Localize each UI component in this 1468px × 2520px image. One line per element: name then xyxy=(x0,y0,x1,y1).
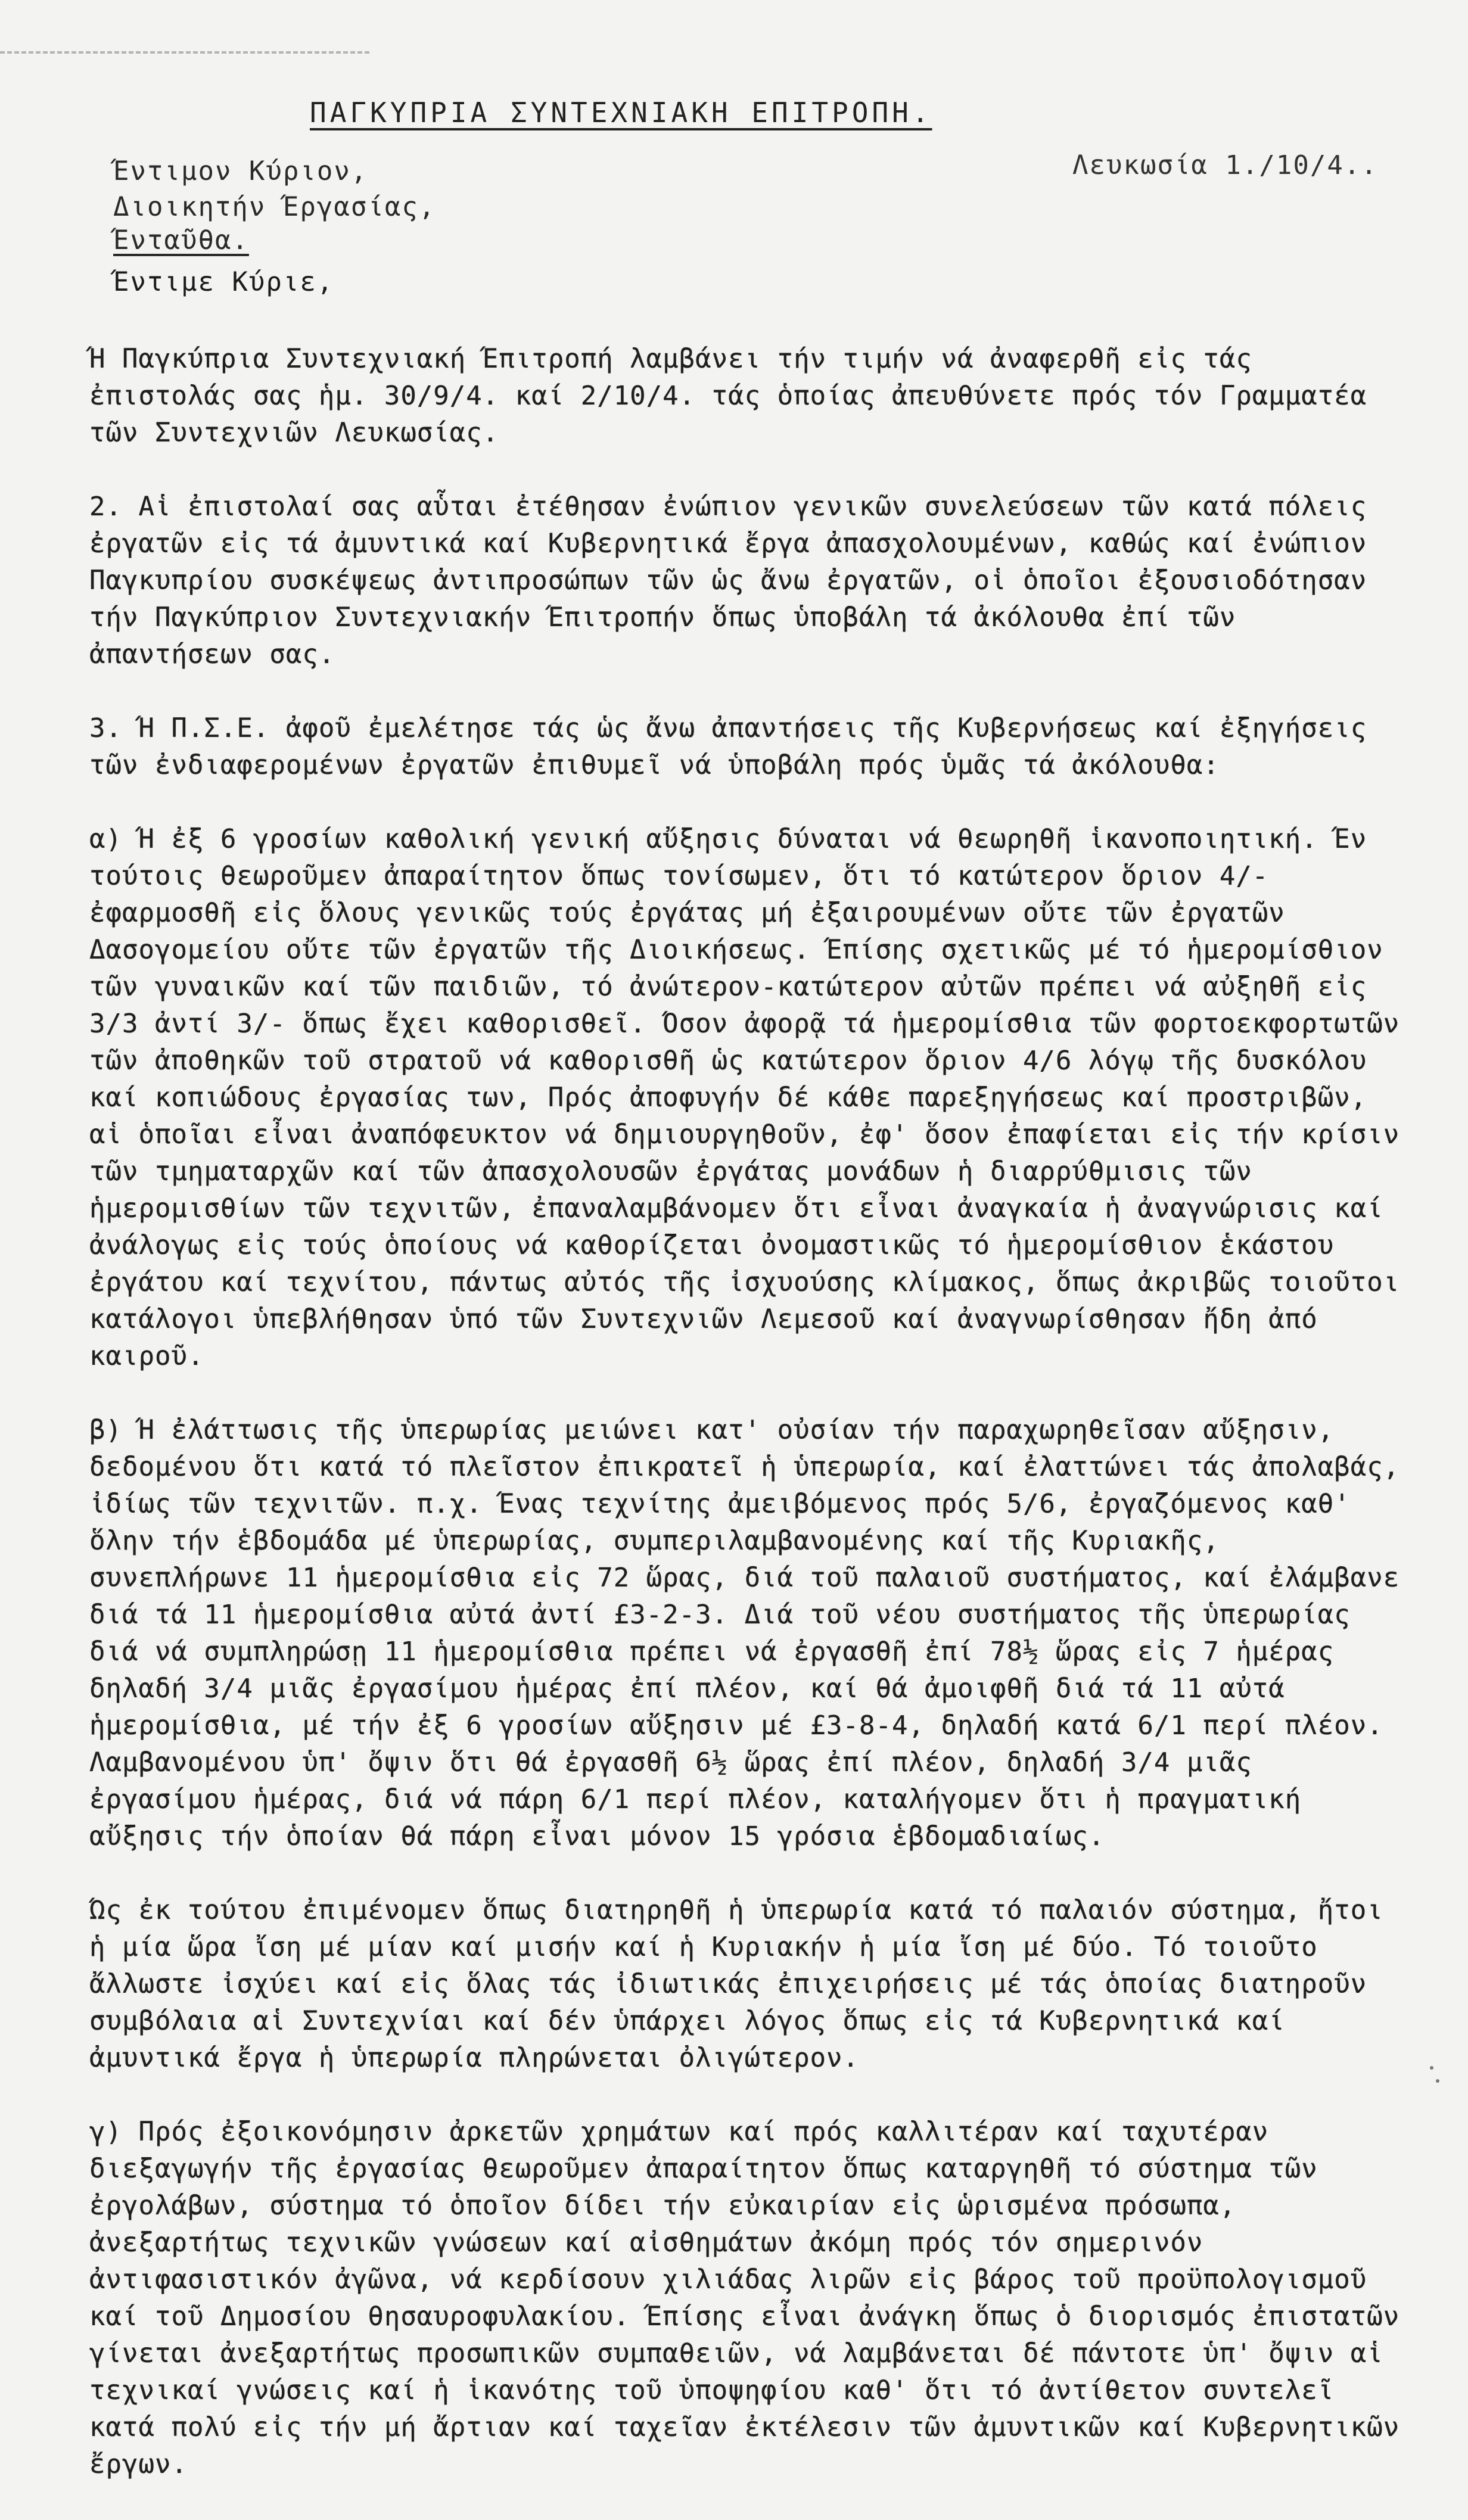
scan-speck xyxy=(1430,2066,1433,2070)
paragraph-2: 2. Αἱ ἐπιστολαί σας αὗται ἐτέθησαν ἐνώπιον γενικῶν συνελεύσεων τῶν κατά πόλεις ἐργατῶν εἰς τά ἀμυντικά καί Κυβερνητικά ἔργα ἀπασχολουμένων, καθώς καί ἐνώπιον Παγκυπρίου συσκέψεως ἀντιπροσώπων τῶν ὡς ἄνω ἐργατῶν, οἱ ὁποῖοι ἐξουσιοδότησαν τήν Παγκύπριον Συντεχνιακήν Έπιτροπήν ὅπως ὑποβάλη τά ἀκόλουθα ἐπί τῶν ἀπαντήσεων σας. xyxy=(89,491,1367,670)
letterhead-title: ΠΑΓΚΥΠΡΙΑ ΣΥΝΤΕΧΝΙΑΚΗ ΕΠΙΤΡΟΠΗ. xyxy=(310,97,932,129)
scan-speck xyxy=(1436,2079,1439,2083)
paragraph-b: β) Ή ἐλάττωσις τῆς ὑπερωρίας μειώνει κατ' οὐσίαν τήν παραχωρηθεῖσαν αὔξησιν, δεδομένου ὅτι κατά τό πλεῖστον ἐπικρατεῖ ἡ ὑπερωρία, καί ἐλαττώνει τάς ἀπολαβάς, ἰδίως τῶν τεχνιτῶν. π.χ. Ένας τεχνίτης ἀμειβόμενος πρός 5/6, ἐργαζόμενος καθ' ὅλην τήν ἑβδομάδα μέ ὑπερωρίας, συμπεριλαμβανομένης καί τῆς Κυριακῆς, συνεπλήρωνε 11 ἡμερομίσθια εἰς 72 ὥρας, διά τοῦ παλαιοῦ συστήματος, καί ἐλάμβανε διά τά 11 ἡμερομίσθια αὐτά ἀντί £3-2-3. Διά τοῦ νέου συστήματος τῆς ὑπερωρίας διά νά συμπληρώσῃ 11 ἡμερομίσθια πρέπει νά ἐργασθῆ ἐπί 78½ ὥρας εἰς 7 ἡμέρας δηλαδή 3/4 μιᾶς ἐργασίμου ἡμέρας ἐπί πλέον, καί θά ἀμοιφθῆ διά τά 11 αὐτά ἡμερομίσθια, μέ τήν ἐξ 6 γροσίων αὔξησιν μέ £3-8-4, δηλαδή κατά 6/1 περί πλέον. Λαμβανομένου ὑπ' ὄψιν ὅτι θά ἐργασθῆ 6½ ὥρας ἐπί πλέον, δηλαδή 3/4 μιᾶς ἐργασίμου ἡμέρας, διά νά πάρη 6/1 περί πλέον, καταλήγομεν ὅτι ἡ πραγματική αὔξησις τήν ὁποίαν θά πάρη εἶναι μόνον 15 γρόσια ἑβδομαδιαίως. xyxy=(89,1415,1400,1852)
salutation: Έντιμε Κύριε, xyxy=(113,267,334,297)
paragraph-b-cont: Ώς ἐκ τούτου ἐπιμένομεν ὅπως διατηρηθῆ ἡ ὑπερωρία κατά τό παλαιόν σύστημα, ἤτοι ἡ μία ὥρα ἴση μέ μίαν καί μισήν καί ἡ Κυριακήν ἡ μία ἴση μέ δύο. Τό τοιοῦτο ἄλλωστε ἰσχύει καί εἰς ὅλας τάς ἰδιωτικάς ἐπιχειρήσεις μέ τάς ὁποίας διατηροῦν συμβόλαια αἱ Συντεχνίαι καί δέν ὑπάρχει λόγος ὅπως εἰς τά Κυβερνητικά καί ἀμυντικά ἔργα ἡ ὑπερωρία πληρώνεται ὀλιγώτερον. xyxy=(89,1895,1383,2073)
paragraph-c: γ) Πρός ἐξοικονόμησιν ἀρκετῶν χρημάτων καί πρός καλλιτέραν καί ταχυτέραν διεξαγωγήν τῆς ἐργασίας θεωροῦμεν ἀπαραίτητον ὅπως καταργηθῆ τό σύστημα τῶν ἐργολάβων, σύστημα τό ὁποῖον δίδει τήν εὐκαιρίαν εἰς ὡρισμένα πρόσωπα, ἀνεξαρτήτως τεχνικῶν γνώσεων καί αἰσθημάτων ἀκόμη πρός τόν σημερινόν ἀντιφασιστικόν ἀγῶνα, νά κερδίσουν χιλιάδας λιρῶν εἰς βάρος τοῦ προϋπολογισμοῦ καί τοῦ Δημοσίου θησαυροφυλακίου. Έπίσης εἶναι ἀνάγκη ὅπως ὁ διορισμός ἐπιστατῶν γίνεται ἀνεξαρτήτως προσωπικῶν συμπαθειῶν, νά λαμβάνεται δέ πάντοτε ὑπ' ὄψιν αἱ τεχνικαί γνώσεις καί ἡ ἱκανότης τοῦ ὑποψηφίου καθ' ὅτι τό ἀντίθετον συντελεῖ κατά πολύ εἰς τήν μή ἄρτιαν καί ταχεῖαν ἐκτέλεσιν τῶν ἀμυντικῶν καί Κυβερνητικῶν ἔργων. xyxy=(89,2117,1400,2479)
recipient-line-2: Διοικητήν Έργασίας, xyxy=(113,192,436,222)
scan-artifact xyxy=(0,51,369,56)
recipient-line-3: Ένταῦθα. xyxy=(113,225,249,256)
letter-body xyxy=(89,304,1406,2520)
recipient-line-1: Έντιμον Κύριον, xyxy=(113,156,368,186)
paragraph-a: α) Ή ἐξ 6 γροσίων καθολική γενική αὔξησις δύναται νά θεωρηθῆ ἱκανοποιητική. Έν τούτοις θεωροῦμεν ἀπαραίτητον ὅπως τονίσωμεν, ὅτι τό κατώτερον ὅριον 4/- ἐφαρμοσθῆ εἰς ὅλους γενικῶς τούς ἐργάτας μή ἐξαιρουμένων οὔτε τῶν ἐργατῶν Δασογομείου οὔτε τῶν ἐργατῶν τῆς Διοικήσεως. Έπίσης σχετικῶς μέ τό ἡμερομίσθιον τῶν γυναικῶν καί τῶν παιδιῶν, τό ἀνώτερον-κατώτερον αὐτῶν πρέπει νά αὐξηθῆ εἰς 3/3 ἀντί 3/- ὅπως ἔχει καθορισθεῖ. Όσον ἀφορᾷ τά ἡμερομίσθια τῶν φορτοεκφορτωτῶν τῶν ἀποθηκῶν τοῦ στρατοῦ νά καθορισθῆ ὡς κατώτερον ὅριον 4/6 λόγῳ τῆς δυσκόλου καί κοπιώδους ἐργασίας των, Πρός ἀποφυγήν δέ κάθε παρεξηγήσεως καί προστριβῶν, αἱ ὁποῖαι εἶναι ἀναπόφευκτον νά δημιουργηθοῦν, ἐφ' ὅσον ἐπαφίεται εἰς τήν κρίσιν τῶν τμηματαρχῶν καί τῶν ἀπασχολουσῶν ἐργάτας μονάδων ἡ διαρρύθμισις τῶν ἡμερομισθίων τῶν τεχνιτῶν, ἐπαναλαμβάνομεν ὅτι εἶναι ἀναγκαία ἡ ἀναγνώρισις καί ἀνάλογως εἰς τούς ὁποίους νά καθορίζεται ὀνομαστικῶς τό ἡμερομίσθιον ἑκάστου ἐργάτου καί τεχνίτου, πάντως αὐτός τῆς ἰσχυούσης κλίμακος, ὅπως ἀκριβῶς τοιοῦτοι κατάλογοι ὑπεβλήθησαν ὑπό τῶν Συντεχνιῶν Λεμεσοῦ καί ἀναγνωρίσθησαν ἤδη ἀπό καιροῦ. xyxy=(89,824,1400,1371)
paragraph-3: 3. Ή Π.Σ.Ε. ἀφοῦ ἐμελέτησε τάς ὡς ἄνω ἀπαντήσεις τῆς Κυβερνήσεως καί ἐξηγήσεις τῶν ἐνδιαφερομένων ἐργατῶν ἐπιθυμεῖ νά ὑποβάλη πρός ὑμᾶς τά ἀκόλουθα: xyxy=(89,713,1367,780)
paragraph-intro: Ή Παγκύπρια Συντεχνιακή Έπιτροπή λαμβάνει τήν τιμήν νά ἀναφερθῆ εἰς τάς ἐπιστολάς σας ἡμ. 30/9/4. καί 2/10/4. τάς ὁποίας ἀπευθύνετε πρός τόν Γραμματέα τῶν Συντεχνιῶν Λευκωσίας. xyxy=(89,344,1367,448)
letter-date: Λευκωσία 1./10/4.. xyxy=(1072,150,1378,181)
